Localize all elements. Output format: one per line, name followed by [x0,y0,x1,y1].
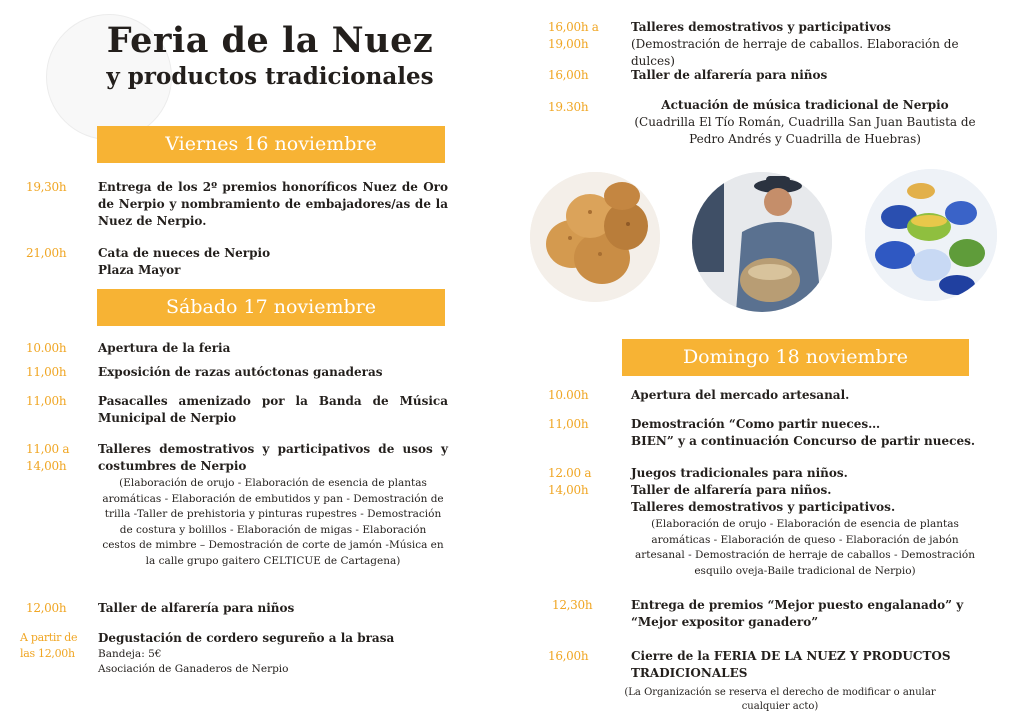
event-text: Apertura de la feria [98,341,231,355]
event-text-line-1: Entrega de premios “Mejor puesto engalanado” y [631,598,964,612]
event-time: 16,00h [548,649,589,663]
event-detail: (Demostración de herraje de caballos. Elaboración de dulces) [631,37,959,68]
event-block [98,441,448,569]
day-header-friday: Viernes 16 noviembre [97,126,445,163]
event-detail: (Cuadrilla El Tío Román, Cuadrilla San Juan Bautista de Pedro Andrés y Cuadrilla de Huebras) [634,115,976,146]
event-time-start: 12.00 a [548,466,592,480]
pottery-illustration [865,169,997,301]
event-text: Taller de alfarería para niños [631,68,828,82]
event-text-line-2: Taller de alfarería para niños. [631,483,832,497]
event-text-line-2: “Mejor expositor ganadero” [631,615,819,629]
event-time: 19.30h [548,100,589,114]
event-detail: (Elaboración de orujo - Elaboración de esencia de plantas aromáticas - Elaboración de queso - Elaboración de jabón artesanal - Demostración de herraje de caballos - Demostración esquilo oveja-Baile tradicional de Nerpio) [635,518,975,577]
event-location: Plaza Mayor [98,263,181,277]
event-time-start: 11,00 a [26,442,70,456]
event-time: 19,30h [26,180,67,194]
event-organizer: Asociación de Ganaderos de Nerpio [98,663,289,675]
basket-weaver-photo [692,172,832,312]
event-time-end: 19,00h [548,37,589,51]
event-text: Talleres demostrativos y participativos de usos y costumbres de Nerpio [98,442,448,473]
organization-disclaimer: (La Organización se reserva el derecho de modificar o anular cualquier acto) [624,687,936,712]
event-text-line-2: BIEN” y a continuación Concurso de partir nueces. [631,434,976,448]
event-text: Entrega de los 2º premios honoríficos Nuez de Oro de Nerpio y nombramiento de embajadores/as de la Nuez de Nerpio. [98,180,448,228]
event-block [631,465,979,579]
event-block [631,19,979,70]
event-time-block [26,441,69,475]
event-time-end: 14,00h [26,459,67,473]
event-block [631,416,979,450]
event-text: Taller de alfarería para niños [98,601,295,615]
event-time-start: 16,00h a [548,20,599,34]
event-time: 11,00h [26,365,67,379]
event-time-end: 14,00h [548,483,589,497]
event-block [98,245,448,279]
title-line-2: y productos tradicionales [106,63,434,90]
event-text-line-2: TRADICIONALES [631,666,748,680]
event-block [631,597,979,631]
event-time-end: las 12,00h [20,647,75,660]
event-time: 11,00h [26,394,67,408]
event-time: 12,00h [26,601,67,615]
event-time: 11,00h [548,417,589,431]
event-text-line-3: Talleres demostrativos y participativos. [631,500,896,514]
event-text: Pasacalles amenizado por la Banda de Música Municipal de Nerpio [98,394,448,425]
event-text-line-1: Cierre de la FERIA DE LA NUEZ Y PRODUCTOS [631,649,951,663]
event-time-block [20,630,78,662]
bread-illustration [530,172,660,302]
weaver-illustration [692,172,832,312]
day-header-saturday: Sábado 17 noviembre [97,289,445,326]
event-block [631,97,979,148]
event-time-block [548,465,591,499]
event-time: 10.00h [26,341,67,355]
program-title [96,20,444,92]
event-time-block [548,19,599,53]
event-block [98,630,448,677]
event-time: 21,00h [26,246,67,260]
event-title: Talleres demostrativos y participativos [631,20,891,34]
pottery-photo [865,169,997,301]
event-time: 10.00h [548,388,589,402]
walnut-bread-photo [530,172,660,302]
event-time-start: A partir de [20,631,78,644]
title-line-1: Feria de la Nuez [106,20,434,61]
event-price: Bandeja: 5€ [98,648,162,660]
event-time: 12,30h [552,598,593,612]
event-text: Exposición de razas autóctonas ganaderas [98,365,383,379]
event-text-line-1: Demostración “Como partir nueces… [631,417,881,431]
event-text-line-1: Juegos tradicionales para niños. [631,466,848,480]
event-title: Actuación de música tradicional de Nerpio [661,98,949,112]
event-block [631,648,979,682]
event-text: Apertura del mercado artesanal. [631,388,850,402]
event-detail: (Elaboración de orujo - Elaboración de esencia de plantas aromáticas - Elaboración de embutidos y pan - Demostración de trilla -Taller de prehistoria y pinturas rupestres - Demostración de costura y bolillos - Elaboración de migas - Elaboración cestos de mimbre – Demostración de corte de jamón -Música en la calle grupo gaitero CELTICUE de Cartagena) [102,477,444,567]
event-time: 16,00h [548,68,589,82]
event-text: Cata de nueces de Nerpio [98,246,271,260]
event-text: Degustación de cordero segureño a la brasa [98,631,395,645]
day-header-sunday: Domingo 18 noviembre [622,339,969,376]
